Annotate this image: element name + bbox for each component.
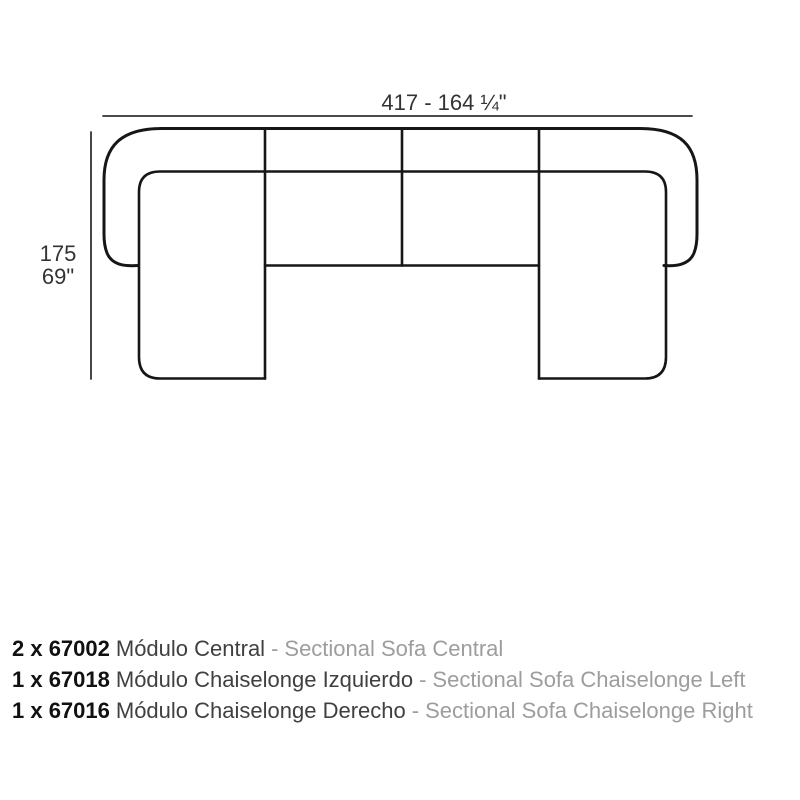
part-separator: -	[271, 636, 279, 661]
depth-dimension-inch-label: 69"	[41, 264, 75, 289]
part-name-es: Módulo Central	[115, 636, 266, 661]
depth-dimension-cm-label: 175	[39, 241, 77, 266]
part-name-en: Sectional Sofa Chaiselonge Right	[425, 698, 753, 723]
width-dimension-label: 417 - 164 ¼"	[381, 90, 507, 115]
part-qty-code: 2 x 67002	[12, 636, 110, 661]
part-separator: -	[419, 667, 427, 692]
part-name-es: Módulo Chaiselonge Derecho	[115, 698, 406, 723]
part-qty-code: 1 x 67018	[12, 667, 110, 692]
part-name-en: Sectional Sofa Chaiselonge Left	[432, 667, 746, 692]
part-qty-code: 1 x 67016	[12, 698, 110, 723]
left-chaise-outline	[139, 172, 265, 379]
backrest-outline	[104, 129, 697, 266]
part-name-es: Módulo Chaiselonge Izquierdo	[115, 667, 414, 692]
right-chaise-outline	[539, 172, 666, 379]
part-name-en: Sectional Sofa Central	[284, 636, 504, 661]
part-row-chaise-right	[12, 695, 753, 726]
parts-list	[12, 633, 753, 726]
part-separator: -	[411, 698, 420, 723]
part-row-central	[12, 633, 753, 664]
part-row-chaise-left	[12, 664, 753, 695]
